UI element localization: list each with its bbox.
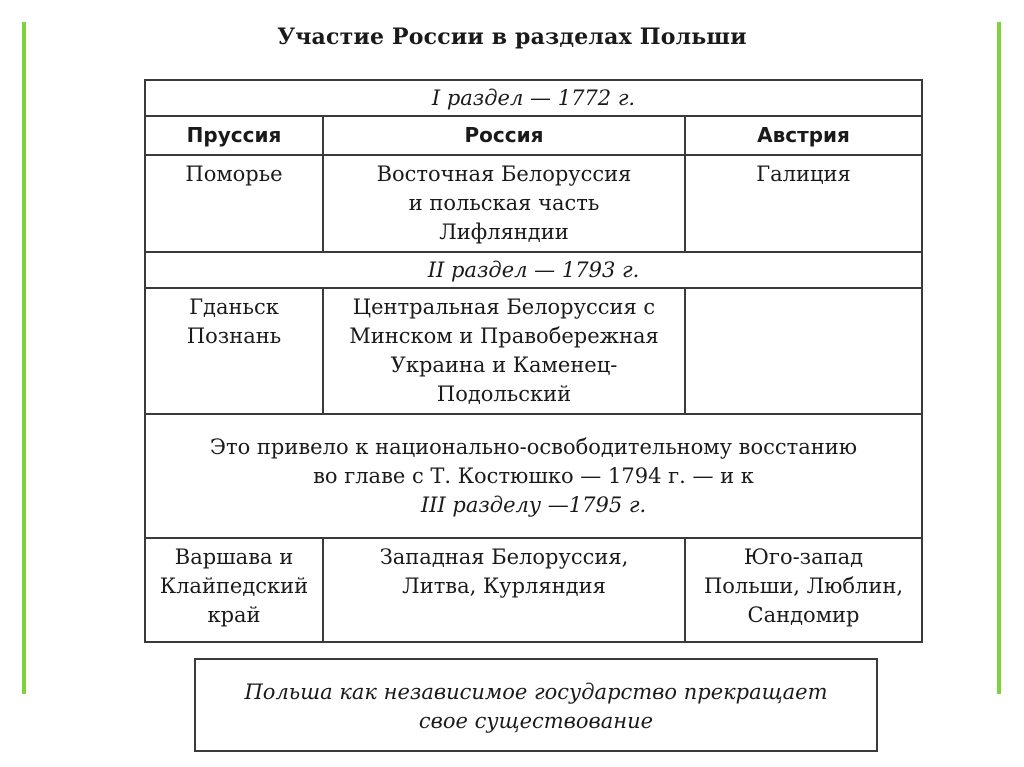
cell-line: Минском и Правобережная [349,324,659,348]
cell-austria-1 [685,155,922,252]
cell-line: Юго-запад [743,545,864,569]
partition-2-row [145,252,922,288]
partition-1-territories-row [145,155,922,252]
cell-line: Поморье [185,162,283,186]
header-row [145,116,922,155]
cell-line: Восточная Белоруссия [376,162,632,186]
note-line-1: Это привело к национально-освободительному восстанию [209,435,858,459]
cell-line: Украина и Каменец- [390,353,618,377]
note-line-2: во главе с Т. Костюшко — 1794 г. — и к [313,464,754,488]
cell-line: Литва, Курляндия [402,574,606,598]
header-prussia: Пруссия [145,116,323,155]
cell-russia-1 [323,155,685,252]
conclusion-line-2: свое существование [418,709,654,733]
note-row [145,414,922,538]
cell-line: Западная Белоруссия, [379,545,629,569]
cell-line: Гданьск [189,295,279,319]
cell-line: Галиция [756,162,851,186]
header-austria: Австрия [685,116,922,155]
cell-prussia-1 [145,155,323,252]
cell-line: и польская часть [408,191,600,215]
right-accent-bar [997,22,1001,694]
partition-3-territories-row [145,538,922,642]
cell-prussia-3 [145,538,323,642]
conclusion-line-1: Польша как независимое государство прекращает [244,680,828,704]
partitions-table [144,79,923,643]
cell-line: Лифляндии [439,220,569,244]
cell-line: Подольский [436,382,572,406]
partition-3-heading: III разделу —1795 г. [420,493,647,517]
partition-2-territories-row [145,288,922,414]
cell-russia-3 [323,538,685,642]
left-accent-bar [22,22,26,694]
page-title: Участие России в разделах Польши [277,24,747,50]
cell-line: Центральная Белоруссия с [352,295,656,319]
cell-line: Польши, Люблин, [703,574,904,598]
cell-line: Сандомир [747,603,860,627]
cell-russia-2 [323,288,685,414]
cell-austria-3 [685,538,922,642]
cell-line: Клайпедский [159,574,309,598]
cell-line: Познань [186,324,282,348]
cell-line: Варшава и [174,545,294,569]
partition-2-heading: II раздел — 1793 г. [145,252,922,288]
cell-line: край [207,603,261,627]
cell-austria-2-empty [685,288,922,414]
uprising-note [145,414,922,538]
partition-1-row [145,80,922,116]
header-russia: Россия [323,116,685,155]
conclusion-box [194,658,878,752]
cell-prussia-2 [145,288,323,414]
partition-1-heading: I раздел — 1772 г. [145,80,922,116]
